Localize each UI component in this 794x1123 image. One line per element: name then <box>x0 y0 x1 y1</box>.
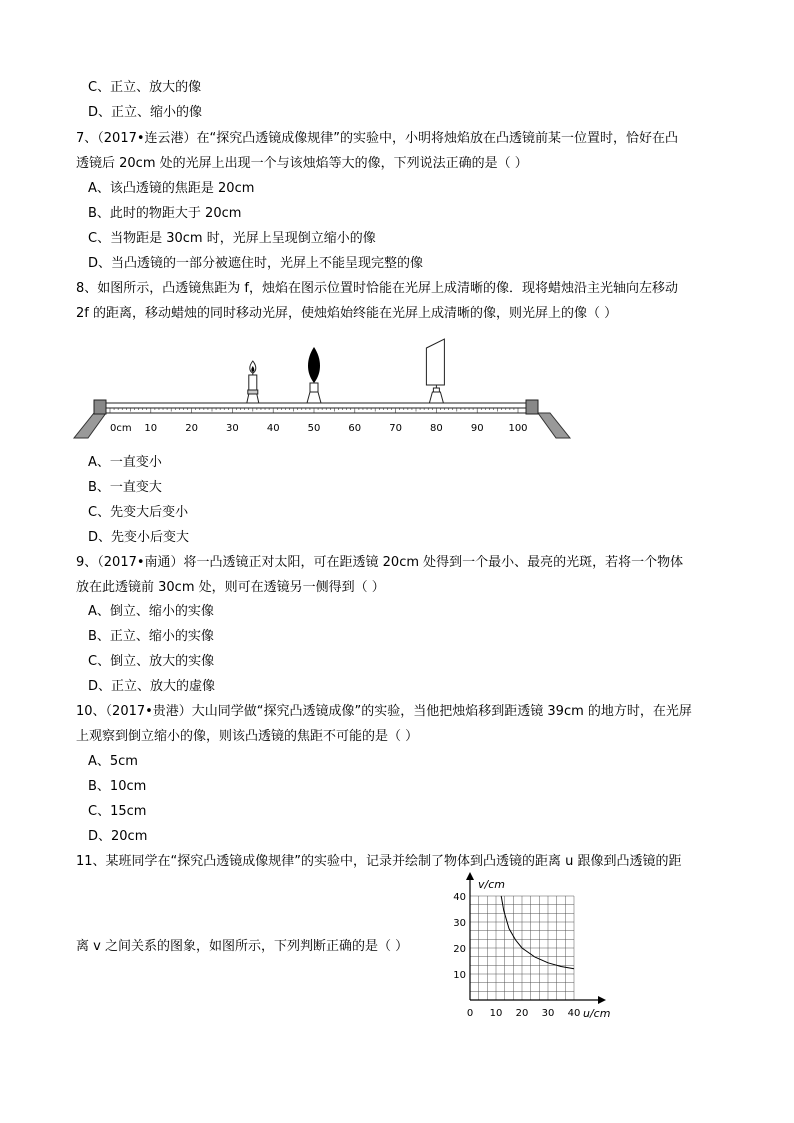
q9-stem-line2: 放在此透镜前 30cm 处，则可在透镜另一侧得到（ ） <box>76 580 385 595</box>
q7-option-d: D、当凸透镜的一部分被遮住时，光屏上不能呈现完整的像 <box>88 256 424 271</box>
candle-icon <box>247 361 259 403</box>
bench-right-leg <box>538 413 570 438</box>
bench-tick-label: 70 <box>389 423 402 434</box>
x-tick-label: 40 <box>567 1008 581 1019</box>
bench-tick-label: 20 <box>185 423 198 434</box>
bench-unit-label: 0cm <box>110 423 132 434</box>
optical-bench-svg <box>72 335 572 440</box>
bench-scale <box>106 408 526 413</box>
q7-stem-line2: 透镜后 20cm 处的光屏上出现一个与该烛焰等大的像，下列说法正确的是（ ） <box>76 156 528 171</box>
bench-tick-label: 10 <box>144 423 158 434</box>
uv-graph-figure <box>446 868 616 1030</box>
y-axis-arrow-icon <box>466 872 474 880</box>
light-screen-icon <box>426 339 444 403</box>
q10-option-d: D、20cm <box>88 829 148 844</box>
x-tick-labels <box>467 1008 581 1019</box>
bench-tick-label: 50 <box>307 423 321 434</box>
x-axis-label: u/cm <box>583 1007 611 1020</box>
q9-option-c: C、倒立、放大的实像 <box>88 654 215 669</box>
q11-stem-line2: 离 v 之间关系的图象，如图所示，下列判断正确的是（ ） <box>76 939 409 954</box>
q8-option-c: C、先变大后变小 <box>88 505 189 520</box>
bench-tick-labels <box>110 423 528 434</box>
bench-tick-label: 90 <box>470 423 484 434</box>
x-tick-label: 0 <box>466 1008 474 1019</box>
q9-option-a: A、倒立、缩小的实像 <box>88 604 214 619</box>
q7-option-c: C、当物距是 30cm 时，光屏上呈现倒立缩小的像 <box>88 231 376 246</box>
y-tick-label: 30 <box>453 918 466 929</box>
bench-rail <box>106 403 526 408</box>
x-axis-arrow-icon <box>598 996 606 1004</box>
bench-tick-label: 80 <box>430 423 443 434</box>
q8-option-d: D、先变小后变大 <box>88 530 190 545</box>
bench-left-end <box>94 400 106 414</box>
bench-tick-label: 100 <box>508 423 528 434</box>
bench-tick-label: 30 <box>226 423 239 434</box>
q10-stem-line1: 10、（2017•贵港）大山同学做“探究凸透镜成像”的实验，当他把烛焰移到距透镜 39cm 的地方时，在光屏 <box>76 704 692 719</box>
q10-option-c: C、15cm <box>88 804 147 819</box>
q8-option-a: A、一直变小 <box>88 455 162 470</box>
q11-stem-line1: 11、某班同学在“探究凸透镜成像规律”的实验中，记录并绘制了物体到凸透镜的距离 u 跟像到凸透镜的距 <box>76 854 682 869</box>
q8-option-b: B、一直变大 <box>88 480 162 495</box>
q8-stem-line2: 2f 的距离，移动蜡烛的同时移动光屏，使烛焰始终能在光屏上成清晰的像，则光屏上的像（ ） <box>76 306 618 321</box>
q10-option-b: B、10cm <box>88 779 147 794</box>
x-tick-label: 30 <box>541 1008 555 1019</box>
y-tick-label: 10 <box>453 970 466 981</box>
y-axis-label: v/cm <box>478 878 505 891</box>
q8-stem-line1: 8、如图所示，凸透镜焦距为 f，烛焰在图示位置时恰能在光屏上成清晰的像．现将蜡烛沿主光轴向左移动 <box>76 281 678 296</box>
bench-tick-label: 60 <box>348 423 362 434</box>
y-tick-labels <box>453 892 466 981</box>
x-tick-label: 20 <box>515 1008 529 1019</box>
y-tick-label: 20 <box>453 944 466 955</box>
bench-tick-label: 40 <box>266 423 280 434</box>
bench-right-end <box>526 400 538 414</box>
v-u-curve <box>501 896 574 969</box>
q6-option-d: D、正立、缩小的像 <box>88 105 203 120</box>
uv-graph-svg <box>446 868 616 1026</box>
q9-option-b: B、正立、缩小的实像 <box>88 629 214 644</box>
optical-bench-figure <box>72 335 572 444</box>
q7-stem-line1: 7、（2017•连云港）在“探究凸透镜成像规律”的实验中，小明将烛焰放在凸透镜前某一位置时，恰好在凸 <box>76 131 678 146</box>
y-tick-label: 40 <box>453 892 466 903</box>
x-tick-label: 10 <box>489 1008 503 1019</box>
q9-stem-line1: 9、（2017•南通）将一凸透镜正对太阳，可在距透镜 20cm 处得到一个最小、最亮的光斑，若将一个物体 <box>76 555 684 570</box>
convex-lens-icon <box>307 347 321 403</box>
q9-option-d: D、正立、放大的虚像 <box>88 679 216 694</box>
q10-stem-line2: 上观察到倒立缩小的像，则该凸透镜的焦距不可能的是（ ） <box>76 729 419 744</box>
q6-option-c: C、正立、放大的像 <box>88 80 202 95</box>
q10-option-a: A、5cm <box>88 754 138 769</box>
q7-option-a: A、该凸透镜的焦距是 20cm <box>88 181 255 196</box>
q7-option-b: B、此时的物距大于 20cm <box>88 206 242 221</box>
bench-left-leg <box>74 413 106 438</box>
